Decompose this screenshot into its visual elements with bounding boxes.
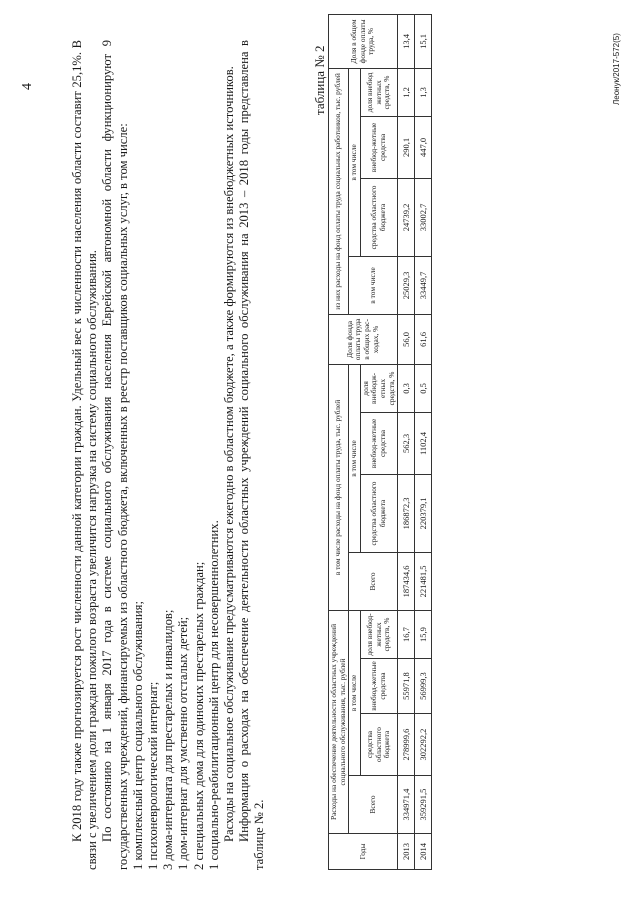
header-regional-budget: средства областного бюджета [360, 178, 397, 256]
table-cell: 359291,5 [415, 776, 432, 834]
table-cell: 15,1 [415, 14, 432, 68]
header-share-wage: Доля фонда оплаты труда в общих рас-ходах, % [329, 314, 398, 364]
table-cell: 25029,3 [398, 256, 415, 314]
table-cell: 33002,7 [415, 178, 432, 256]
table-cell: 33449,7 [415, 256, 432, 314]
table-cell: 1102,4 [415, 412, 432, 474]
table-cell: 1,3 [415, 68, 432, 116]
table-cell: 56,0 [398, 314, 415, 364]
page-number: 4 [20, 83, 35, 90]
table-cell: 187434,6 [398, 552, 415, 610]
paragraph: Расходы на социальное обслуживание предусматриваются ежегодно в областном бюджете, а также формируются из внебюджетных источников. [222, 66, 237, 842]
table-cell: 186872,3 [398, 474, 415, 552]
table-cell: 290,1 [398, 116, 415, 178]
header-total: Всего [349, 552, 398, 610]
header-regional-budget: средства областного бюджета [360, 474, 397, 552]
header-offbudget: внебюд-жетные средства [360, 116, 397, 178]
table-cell: 13,4 [398, 14, 415, 68]
expenses-table [328, 14, 432, 870]
paragraph: Информация о расходах на обеспечение деятельности областных учреждений социального обслуживания на 2013 – 2018 годы представлена в таблице № 2. [237, 40, 267, 870]
table-cell: 56999,3 [415, 659, 432, 714]
table-cell: 16,7 [398, 610, 415, 658]
table-cell: 278999,6 [398, 714, 415, 776]
header-wage-fund: в том числе расходы на фонд оплаты труда, тыс. рублей [329, 364, 349, 610]
paragraph: По состоянию на 1 января 2017 года в системе социального обслуживания населения Еврейской автономной области функционируют 9 государственных учреждений, финансируемых из областного бюджета, включенных в реестр поставщиков социальных услуг, в том числе: [100, 40, 130, 870]
table-cell: 302292,2 [415, 714, 432, 776]
header-total: Всего [349, 776, 398, 834]
table-cell: 0,5 [415, 364, 432, 412]
header-share-offbudget: доля внебюд жетных средств, % [360, 68, 397, 116]
table-caption: таблица № 2 [312, 45, 327, 115]
header-offbudget: внебюд-жетные средства [360, 659, 397, 714]
cell-year: 2013 [398, 834, 415, 870]
header-share-offbudget: доля внебюд-жетных средств, % [360, 610, 397, 658]
header-including: в том числе [349, 610, 361, 775]
cell-year: 2014 [415, 834, 432, 870]
table-cell: 0,3 [398, 364, 415, 412]
table-row [398, 14, 415, 869]
table-cell: 562,3 [398, 412, 415, 474]
table-row [415, 14, 432, 869]
body-text [70, 40, 268, 870]
table-cell: 221481,5 [415, 552, 432, 610]
table-cell: 334971,4 [398, 776, 415, 834]
list-item: 1 психоневрологический интернат; [146, 681, 161, 870]
header-total-staff: в том числе [349, 256, 398, 314]
table-cell: 447,0 [415, 116, 432, 178]
table-cell: 15,9 [415, 610, 432, 658]
header-expenses: Расходы на обеспечение деятельности областных учреждений социального обслуживания, тыс. рублей [329, 610, 349, 833]
table-cell: 55971,8 [398, 659, 415, 714]
header-regional-budget: средства областного бюджета [360, 714, 397, 776]
paragraph: К 2018 году также прогнозируется рост численности данной категории граждан. Удельный вес к численности населения области составит 25,1%. В связи с увеличением доли граждан пожилого возраста увеличится нагрузка на систему социального обслуживания. [70, 40, 100, 870]
header-offbudget: внебюд-жетные средства [360, 412, 397, 474]
table-cell: 24739,2 [398, 178, 415, 256]
list-item: 1 комплексный центр социального обслуживания; [130, 601, 145, 870]
table-cell: 61,6 [415, 314, 432, 364]
header-share-offbudget: доля внебюдж-етных средств, % [360, 364, 397, 412]
list-item: 3 дома-интерната для престарелых и инвалидов; [161, 609, 176, 870]
table-cell: 220379,1 [415, 474, 432, 552]
list-item: 2 специальных дома для одиноких престарелых граждан; [191, 561, 206, 870]
table-cell: 1,2 [398, 68, 415, 116]
header-including: в том числе [349, 68, 361, 256]
document-footer: Леонук/2017-572(5) [612, 33, 621, 105]
header-including: в том числе [349, 364, 361, 552]
header-staff-wage: из них расходы на фонд оплаты труда социальных работников, тыс. рублей [329, 68, 349, 314]
list-item: 1 дом-интернат для умственно отсталых детей; [176, 616, 191, 870]
header-year: Годы [329, 834, 398, 870]
list-item: 1 социально-реабилитационный центр для несовершеннолетних. [206, 520, 221, 870]
header-share-total: Доля в общем фонде оплаты труда, % [329, 14, 398, 68]
